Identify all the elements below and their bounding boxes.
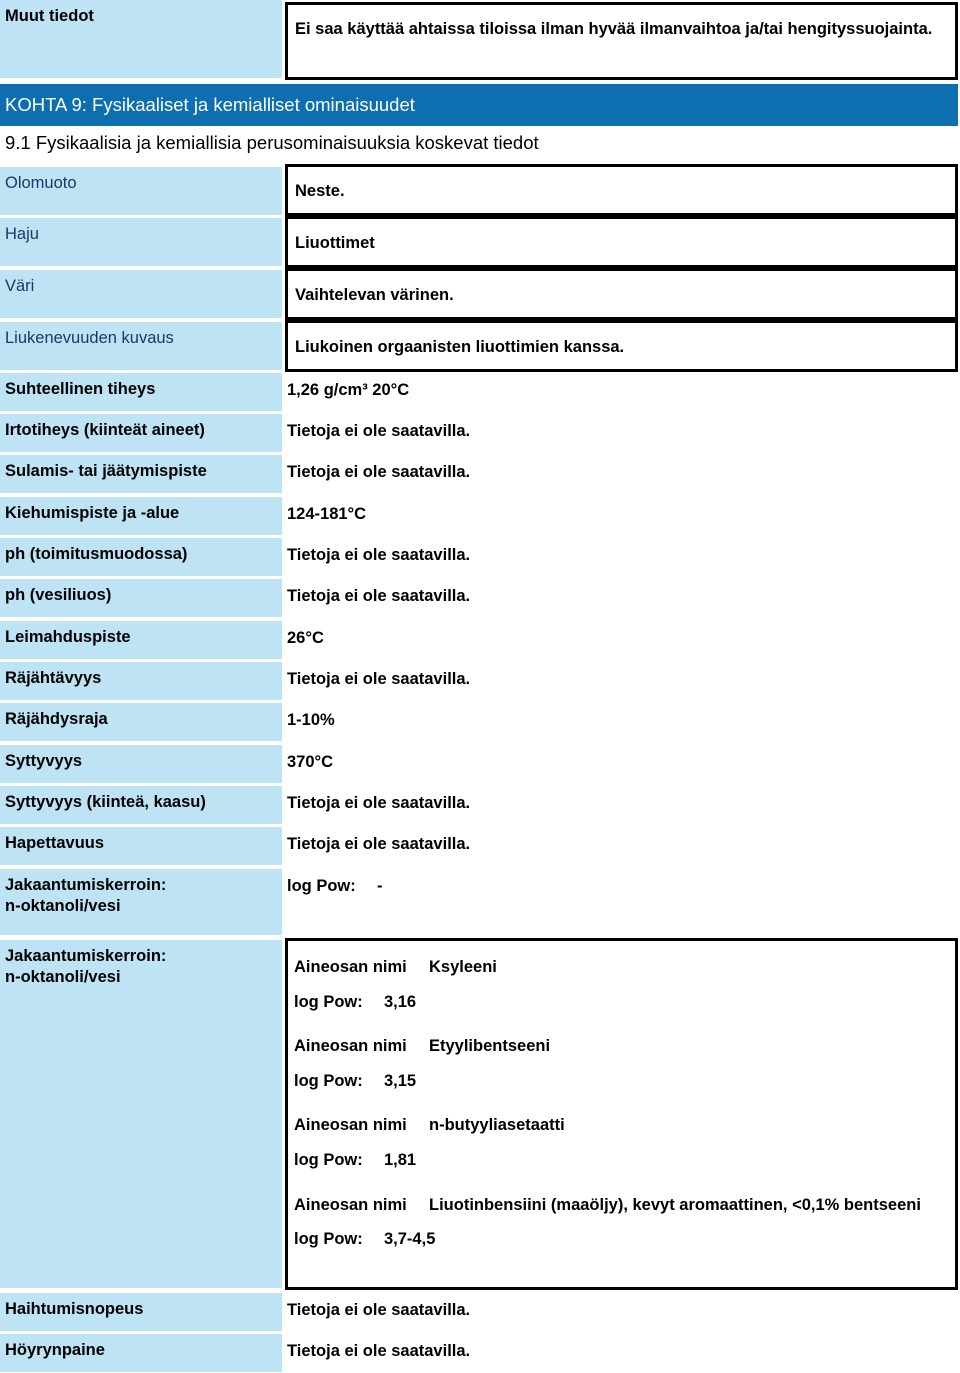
value-haju: Liuottimet	[285, 216, 958, 268]
component-logpow: 1,81	[384, 1151, 417, 1169]
component-logpow-row	[294, 1071, 416, 1092]
component-name: Etyylibentseeni	[429, 1037, 551, 1055]
label-hapettavuus: Hapettavuus	[0, 827, 282, 865]
value-syttyvyys: 370°C	[287, 753, 334, 771]
value-muut-tiedot: Ei saa käyttää ahtaissa tiloissa ilman hyvää ilmanvaihtoa ja/tai hengityssuojainta.	[285, 2, 958, 80]
label-syttyvyys: Syttyvyys	[0, 745, 282, 783]
label-haju: Haju	[0, 218, 282, 266]
component-logpow-row	[294, 1229, 435, 1250]
value-suhteellinen-tiheys: 1,26 g/cm³ 20°C	[287, 381, 410, 399]
label-syttyvyys-kiintea: Syttyvyys (kiinteä, kaasu)	[0, 786, 282, 824]
label-muut-tiedot: Muut tiedot	[0, 0, 282, 78]
label-jakaantumiskerroin-2	[0, 940, 282, 1288]
label-suhteellinen-tiheys: Suhteellinen tiheys	[0, 373, 282, 411]
component-logpow: 3,16	[384, 993, 417, 1011]
component-name-row	[294, 1115, 565, 1136]
label-vari: Väri	[0, 270, 282, 318]
component-name-row	[294, 1036, 550, 1057]
value-olomuoto: Neste.	[285, 164, 958, 216]
label-line1: Jakaantumiskerroin:	[5, 876, 167, 894]
label-haihtumisnopeus: Haihtumisnopeus	[0, 1293, 282, 1331]
label-rajahtavyys: Räjähtävyys	[0, 662, 282, 700]
value-hoyrynpaine: Tietoja ei ole saatavilla.	[287, 1342, 471, 1360]
value-liukenevuus: Liukoinen orgaanisten liuottimien kanssa.	[285, 320, 958, 372]
logpow-key: log Pow:	[294, 1230, 363, 1248]
value-leimahduspiste: 26°C	[287, 629, 324, 647]
value-rajahdysraja: 1-10%	[287, 711, 335, 729]
label-liukenevuus: Liukenevuuden kuvaus	[0, 322, 282, 370]
component-name-row	[294, 1195, 921, 1216]
component-logpow-row	[294, 992, 416, 1013]
label-sulamispiste: Sulamis- tai jäätymispiste	[0, 455, 282, 493]
label-jakaantumiskerroin-1	[0, 869, 282, 935]
value-syttyvyys-kiintea: Tietoja ei ole saatavilla.	[287, 794, 471, 812]
name-key: Aineosan nimi	[294, 1037, 407, 1055]
logpow-key: log Pow:	[294, 1151, 363, 1169]
label-leimahduspiste: Leimahduspiste	[0, 621, 282, 659]
label-olomuoto: Olomuoto	[0, 167, 282, 215]
name-key: Aineosan nimi	[294, 958, 407, 976]
logpow-value: -	[377, 877, 383, 895]
value-hapettavuus: Tietoja ei ole saatavilla.	[287, 835, 471, 853]
value-ph-toimitus: Tietoja ei ole saatavilla.	[287, 546, 471, 564]
label-line1: Jakaantumiskerroin:	[5, 947, 167, 965]
label-line2: n-oktanoli/vesi	[5, 897, 121, 915]
component-logpow: 3,15	[384, 1072, 417, 1090]
value-sulamispiste: Tietoja ei ole saatavilla.	[287, 463, 471, 481]
name-key: Aineosan nimi	[294, 1196, 407, 1214]
value-haihtumisnopeus: Tietoja ei ole saatavilla.	[287, 1301, 471, 1319]
name-key: Aineosan nimi	[294, 1116, 407, 1134]
label-line2: n-oktanoli/vesi	[5, 968, 121, 986]
value-kiehumispiste: 124-181°C	[287, 505, 367, 523]
component-name: Ksyleeni	[429, 958, 497, 976]
section-title: KOHTA 9: Fysikaaliset ja kemialliset ominaisuudet	[0, 84, 958, 126]
component-logpow-row	[294, 1150, 416, 1171]
label-ph-toimitus: ph (toimitusmuodossa)	[0, 538, 282, 576]
value-jakaantumiskerroin-1	[287, 876, 383, 897]
component-name-row	[294, 957, 497, 978]
label-hoyrynpaine: Höyrynpaine	[0, 1334, 282, 1372]
label-kiehumispiste: Kiehumispiste ja -alue	[0, 497, 282, 535]
label-ph-vesiliuos: ph (vesiliuos)	[0, 579, 282, 617]
label-irtotiheys: Irtotiheys (kiinteät aineet)	[0, 414, 282, 452]
component-logpow: 3,7-4,5	[384, 1230, 436, 1248]
logpow-key: log Pow:	[294, 993, 363, 1011]
section-subtitle: 9.1 Fysikaalisia ja kemiallisia perusominaisuuksia koskevat tiedot	[5, 132, 539, 153]
logpow-key: log Pow:	[287, 877, 356, 895]
logpow-key: log Pow:	[294, 1072, 363, 1090]
value-irtotiheys: Tietoja ei ole saatavilla.	[287, 422, 471, 440]
value-ph-vesiliuos: Tietoja ei ole saatavilla.	[287, 587, 471, 605]
components-box	[285, 938, 958, 1290]
label-rajahdysraja: Räjähdysraja	[0, 703, 282, 741]
value-vari: Vaihtelevan värinen.	[285, 268, 958, 320]
component-name: Liuotinbensiini (maaöljy), kevyt aromaattinen, <0,1% bentseeni	[429, 1196, 921, 1214]
component-name: n-butyyliasetaatti	[429, 1116, 565, 1134]
value-rajahtavyys: Tietoja ei ole saatavilla.	[287, 670, 471, 688]
